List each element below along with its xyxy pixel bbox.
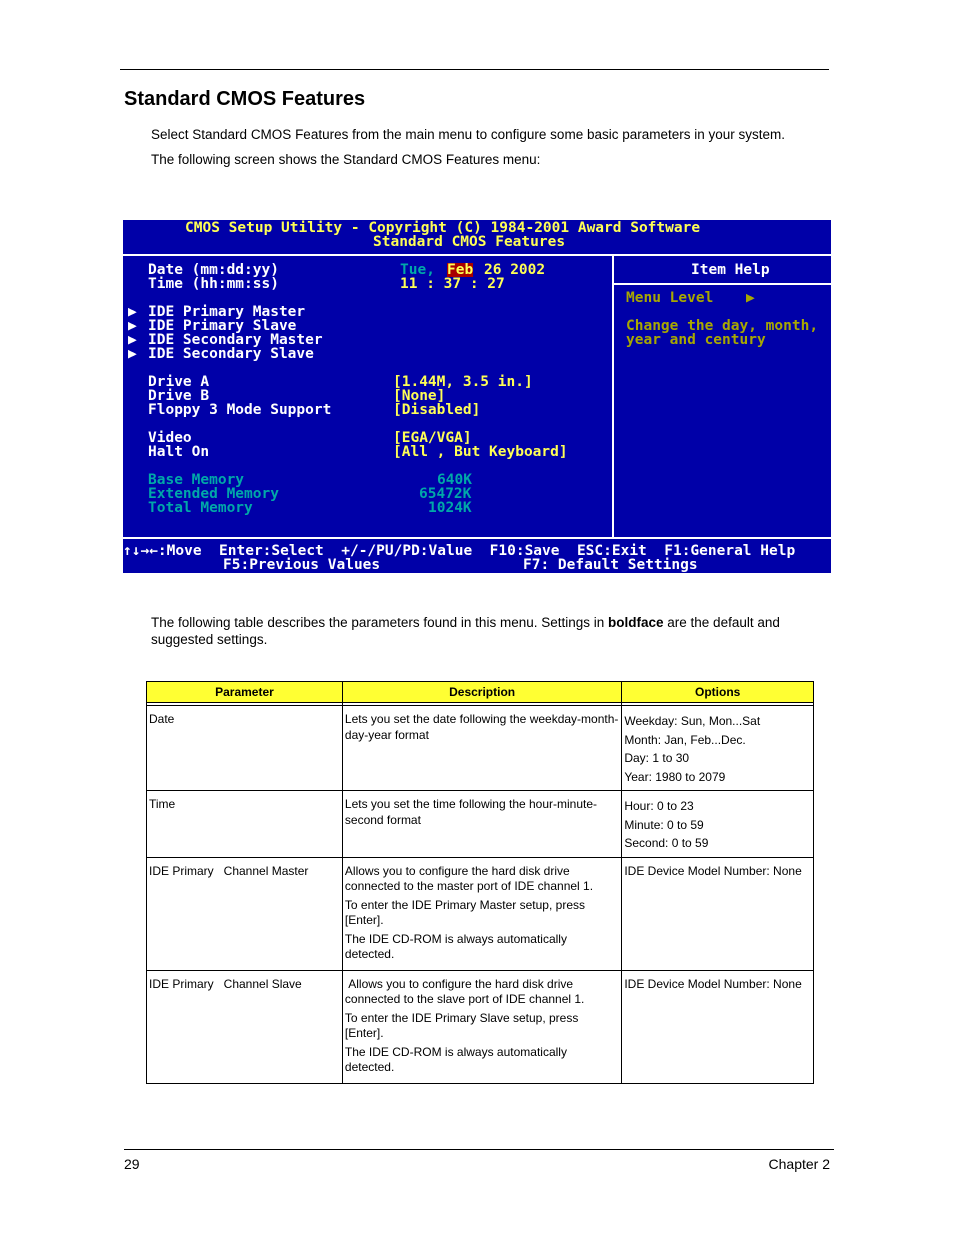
drive-a-value[interactable]: [1.44M, 3.5 in.]	[393, 374, 533, 390]
ide-item[interactable]: IDE Secondary Master	[148, 332, 323, 348]
ide-item[interactable]: IDE Secondary Slave	[148, 346, 314, 362]
options-cell: Weekday: Sun, Mon...Sat Month: Jan, Feb...Dec. Day: 1 to 30 Year: 1980 to 2079	[622, 706, 814, 791]
header-description: Description	[342, 682, 621, 703]
page-title: Standard CMOS Features	[124, 88, 366, 110]
total-memory-value: 1024K	[428, 500, 472, 516]
date-label: Date (mm:dd:yy)	[148, 262, 279, 278]
help-title: Item Help	[691, 262, 770, 278]
options-cell: IDE Device Model Number: None	[622, 857, 814, 970]
desc-cell: Lets you set the time following the hour-minute-second format	[342, 791, 621, 858]
chapter-label: Chapter 2	[768, 1156, 830, 1172]
floppy-value[interactable]: [Disabled]	[393, 402, 481, 418]
arrow-icon: ▶	[128, 346, 137, 362]
header-parameter: Parameter	[147, 682, 343, 703]
date-month[interactable]: Feb	[447, 262, 474, 278]
arrow-icon: ▶	[128, 318, 137, 334]
bios-key-legend: ↑↓→←:Move Enter:Select +/-/PU/PD:Value F10:Save ESC:Exit F1:General Help	[123, 543, 796, 559]
help-text-line-1: Change the day, month,	[626, 318, 819, 334]
intro-paragraph-2: The following screen shows the Standard CMOS Features menu:	[151, 152, 541, 167]
parameters-table	[146, 681, 814, 1084]
extended-memory-label: Extended Memory	[148, 486, 279, 502]
halt-value[interactable]: [All , But Keyboard]	[393, 444, 568, 460]
param-cell: Time	[147, 791, 343, 858]
date-rest: 26 2002	[484, 262, 546, 278]
arrow-icon: ▶	[128, 304, 137, 320]
floppy-label: Floppy 3 Mode Support	[148, 402, 332, 418]
date-day: Tue,	[400, 262, 435, 278]
menu-level-arrow-icon: ▶	[746, 290, 755, 306]
bios-key-f5: F5:Previous Values	[223, 557, 381, 573]
options-cell: IDE Device Model Number: None	[622, 970, 814, 1083]
table-row	[147, 857, 814, 970]
drive-b-value[interactable]: [None]	[393, 388, 446, 404]
table-row	[147, 791, 814, 858]
total-memory-label: Total Memory	[148, 500, 253, 516]
time-value[interactable]: 11 : 37 : 27	[400, 276, 505, 292]
bios-title: CMOS Setup Utility - Copyright (C) 1984-2001 Award Software	[185, 220, 701, 236]
video-value[interactable]: [EGA/VGA]	[393, 430, 472, 446]
table-row	[147, 706, 814, 791]
header-rule	[120, 69, 829, 70]
intro-paragraph-1: Select Standard CMOS Features from the main menu to configure some basic parameters in your system.	[151, 127, 786, 142]
desc-cell: Lets you set the date following the weekday-month-day-year format	[342, 706, 621, 791]
video-label: Video	[148, 430, 192, 446]
arrow-icon: ▶	[128, 332, 137, 348]
param-cell: IDE Primary Channel Slave	[147, 970, 343, 1083]
time-label: Time (hh:mm:ss)	[148, 276, 279, 292]
halt-label: Halt On	[148, 444, 210, 460]
bios-key-f7: F7: Default Settings	[523, 557, 698, 573]
drive-a-label: Drive A	[148, 374, 210, 390]
table-description-line-2: suggested settings.	[151, 632, 268, 647]
boldface-term: boldface	[608, 615, 664, 630]
base-memory-value: 640K	[437, 472, 472, 488]
options-cell: Hour: 0 to 23 Minute: 0 to 59 Second: 0 to 59	[622, 791, 814, 858]
bios-subtitle: Standard CMOS Features	[373, 234, 566, 250]
param-cell: Date	[147, 706, 343, 791]
table-row	[147, 970, 814, 1083]
desc-cell: Allows you to configure the hard disk drive connected to the slave port of IDE channel 1. To enter the IDE Primary Slave setup, press [Enter]. The IDE CD-ROM is always automatically detected.	[342, 970, 621, 1083]
header-options: Options	[622, 682, 814, 703]
ide-item[interactable]: IDE Primary Master	[148, 304, 306, 320]
table-header-row	[147, 682, 814, 703]
desc-cell: Allows you to configure the hard disk drive connected to the master port of IDE channel 1. To enter the IDE Primary Master setup, press [Enter]. The IDE CD-ROM is always automatically detected.	[342, 857, 621, 970]
drive-b-label: Drive B	[148, 388, 210, 404]
footer-rule	[124, 1149, 834, 1150]
bios-screen	[123, 220, 831, 573]
base-memory-label: Base Memory	[148, 472, 245, 488]
param-cell: IDE Primary Channel Master	[147, 857, 343, 970]
page-number: 29	[124, 1156, 140, 1172]
ide-item[interactable]: IDE Primary Slave	[148, 318, 297, 334]
help-text-line-2: year and century	[626, 332, 766, 348]
menu-level-label: Menu Level	[626, 290, 714, 306]
table-description: The following table describes the parameters found in this menu. Settings in boldface are the default and	[151, 615, 780, 630]
extended-memory-value: 65472K	[419, 486, 472, 502]
